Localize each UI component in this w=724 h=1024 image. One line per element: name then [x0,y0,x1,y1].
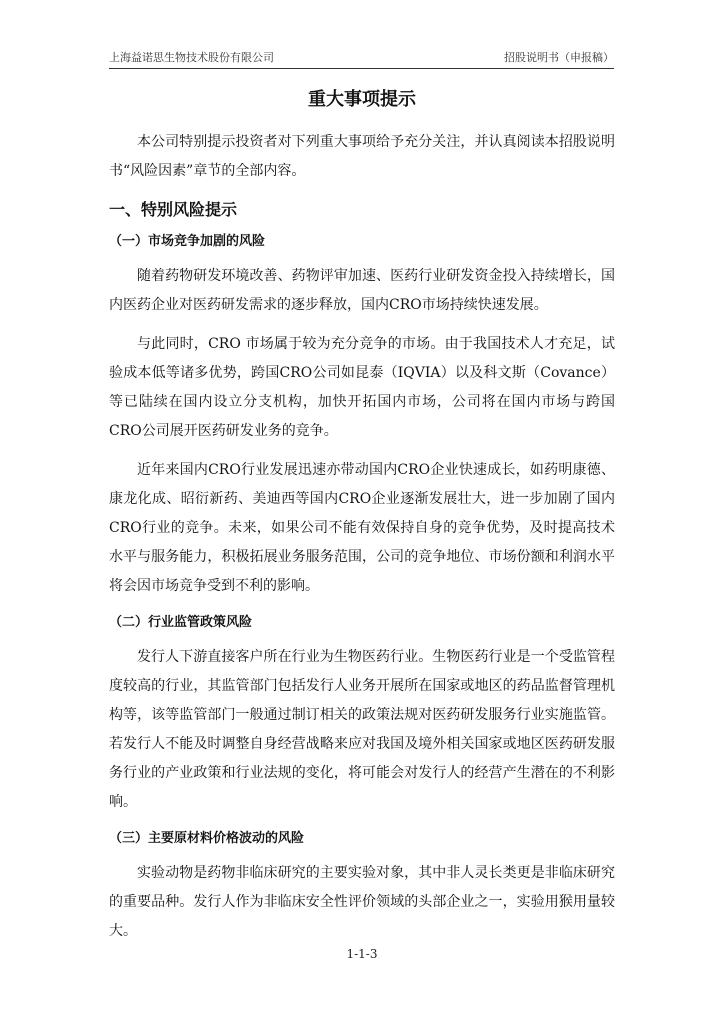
section-heading-special-risks: 一、特别风险提示 [109,200,238,219]
paragraph: 近年来国内CRO行业发展迅速亦带动国内CRO企业快速成长，如药明康德、康龙化成、昭衍新药、美迪西等国内CRO企业逐渐发展壮大，进一步加剧了国内CRO行业的竞争。未来，如果公司不能有效保持自身的竞争优势，及时提高技术水平与服务能力，积极拓展业务服务范围，公司的竞争地位、市场份额和利润水平将会因市场竞争受到不利的影响。 [109,462,615,594]
subsection-heading-raw-material-price: （三）主要原材料价格波动的风险 [109,831,305,846]
page-number: 1-1-3 [346,947,378,961]
paragraph: 随着药物研发环境改善、药物评审加速、医药行业研发资金投入持续增长，国内医药企业对医药研发需求的逐步释放，国内CRO市场持续快速发展。 [109,268,615,313]
header-company: 上海益诺思生物技术股份有限公司 [109,51,274,64]
subsection-heading-regulatory-policy: （二）行业监管政策风险 [109,615,253,630]
paragraph: 实验动物是药物非临床研究的主要实验对象，其中非人灵长类更是非临床研究的重要品种。发行人作为非临床安全性评价领域的头部企业之一，实验用猴用量较大。 [109,865,615,939]
paragraph: 与此同时，CRO 市场属于较为充分竞争的市场。由于我国技术人才充足，试验成本低等诸多优势，跨国CRO公司如昆泰（IQVIA）以及科文斯（Covance）等已陆续在国内设立分支机构，加快开拓国内市场，公司将在国内市场与跨国CRO公司展开医药研发业务的竞争。 [109,336,615,439]
intro-paragraph: 本公司特别提示投资者对下列重大事项给予充分关注，并认真阅读本招股说明书“风险因素”章节的全部内容。 [109,134,615,179]
subsection-heading-market-competition: （一）市场竞争加剧的风险 [109,234,266,249]
page-content [109,86,615,956]
header-doc-type: 招股说明书（申报稿） [504,51,614,64]
page-title: 重大事项提示 [308,89,416,110]
page-header [109,50,614,69]
paragraph: 发行人下游直接客户所在行业为生物医药行业。生物医药行业是一个受监管程度较高的行业，其监管部门包括发行人业务开展所在国家或地区的药品监督管理机构等，该等监管部门一般通过制订相关的政策法规对医药研发服务行业实施监管。若发行人不能及时调整自身经营战略来应对我国及境外相关国家或地区医药研发服务行业的产业政策和行业法规的变化，将可能会对发行人的经营产生潜在的不利影响。 [109,649,615,810]
